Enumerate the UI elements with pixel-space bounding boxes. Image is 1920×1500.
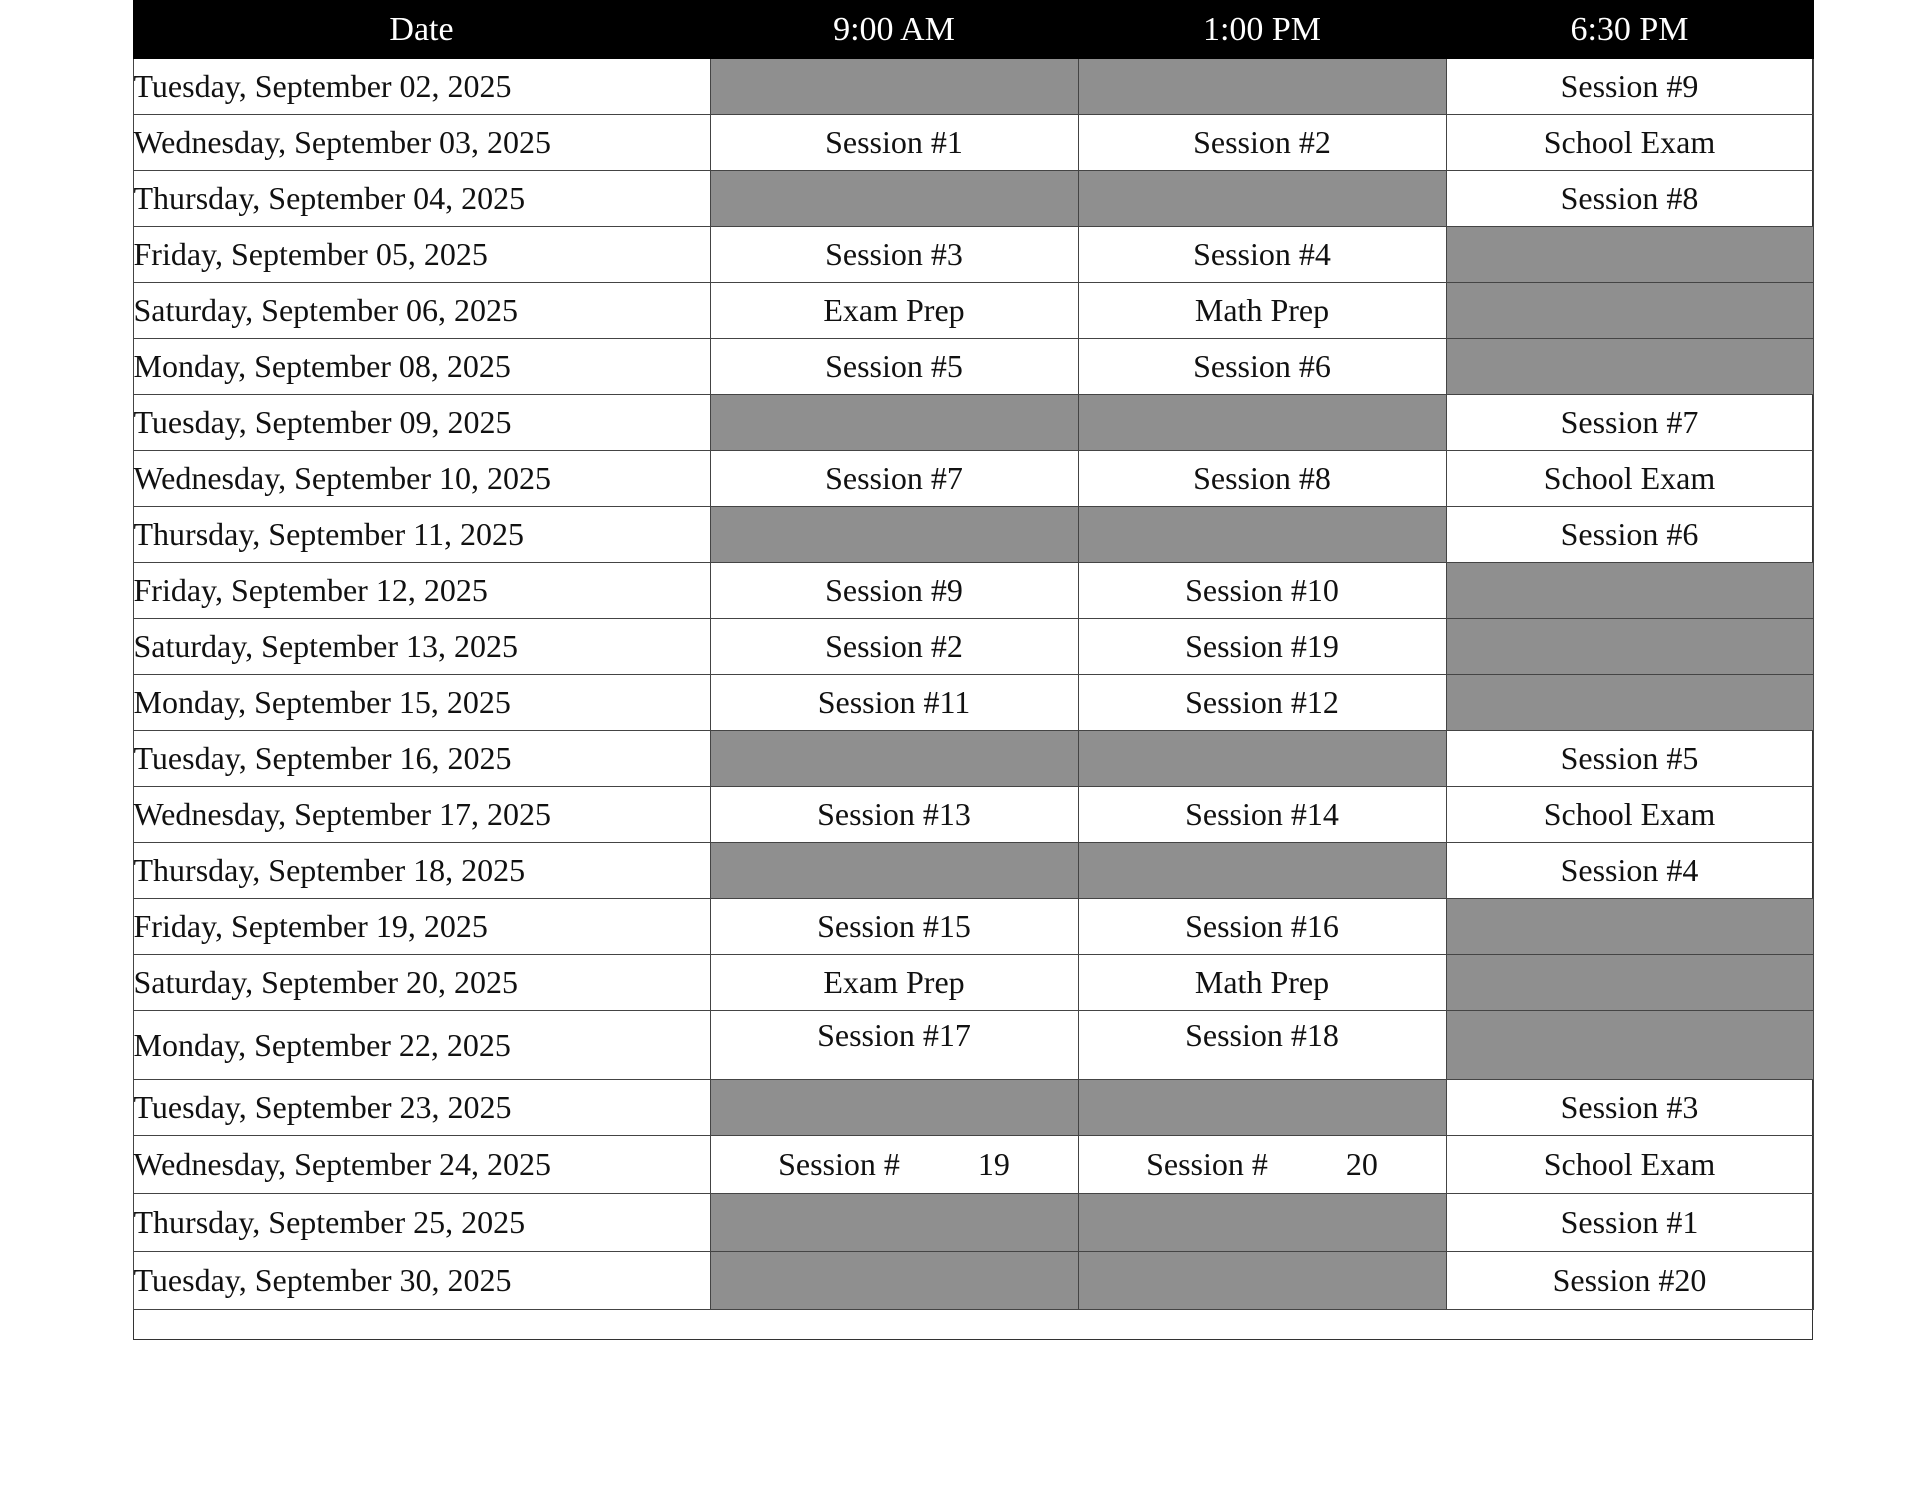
session-cell: School Exam [1446,451,1813,507]
empty-slot-cell [1446,899,1813,955]
empty-slot-cell [1446,339,1813,395]
session-cell: Session #3 [710,227,1078,283]
header-row [133,1,1813,59]
table-row [133,1252,1813,1310]
date-cell: Tuesday, September 23, 2025 [133,1080,710,1136]
session-cell: School Exam [1446,787,1813,843]
session-cell: Session #14 [1078,787,1446,843]
table-row [133,59,1813,115]
empty-slot-cell [710,1080,1078,1136]
date-cell: Monday, September 22, 2025 [133,1011,710,1080]
session-cell: Session #6 [1446,507,1813,563]
empty-slot-cell [1078,1194,1446,1252]
session-cell: Session #17 [710,1011,1078,1080]
date-cell: Monday, September 15, 2025 [133,675,710,731]
table-row [133,731,1813,787]
header-date: Date [133,1,710,59]
session-cell: Session #5 [710,339,1078,395]
date-cell: Friday, September 19, 2025 [133,899,710,955]
session-cell: Session #2 [1078,115,1446,171]
empty-slot-cell [1078,395,1446,451]
session-cell: Session #7 [710,451,1078,507]
table-row [133,227,1813,283]
table-row [133,1080,1813,1136]
table-row [133,451,1813,507]
date-cell: Saturday, September 20, 2025 [133,955,710,1011]
empty-slot-cell [710,1194,1078,1252]
empty-slot-cell [1078,171,1446,227]
session-cell: Session #3 [1446,1080,1813,1136]
empty-slot-cell [710,1252,1078,1310]
date-cell: Friday, September 12, 2025 [133,563,710,619]
empty-slot-cell [1446,619,1813,675]
date-cell: Wednesday, September 17, 2025 [133,787,710,843]
session-cell: Session #8 [1078,451,1446,507]
table-row [133,171,1813,227]
table-row [133,507,1813,563]
header-1pm: 1:00 PM [1078,1,1446,59]
session-label: Session # [1146,1146,1268,1182]
session-cell: Session #7 [1446,395,1813,451]
table-row [133,899,1813,955]
table-row [133,619,1813,675]
date-cell: Wednesday, September 03, 2025 [133,115,710,171]
empty-slot-cell [1446,955,1813,1011]
empty-slot-cell [710,507,1078,563]
empty-slot-cell [1078,59,1446,115]
empty-slot-cell [710,59,1078,115]
session-cell: Session #19 [1078,619,1446,675]
session-cell: School Exam [1446,115,1813,171]
schedule-table [133,0,1814,1310]
empty-slot-cell [1446,227,1813,283]
session-label: Session # [778,1146,900,1182]
session-number: 20 [1345,1146,1378,1182]
table-row [133,115,1813,171]
schedule-body [133,59,1813,1310]
session-cell: Session #10 [1078,563,1446,619]
session-cell: Session #15 [710,899,1078,955]
header-9am: 9:00 AM [710,1,1078,59]
empty-slot-cell [710,171,1078,227]
table-row [133,563,1813,619]
session-cell: Exam Prep [710,955,1078,1011]
empty-slot-cell [1078,1080,1446,1136]
date-cell: Tuesday, September 09, 2025 [133,395,710,451]
session-cell: Session #1 [710,115,1078,171]
table-row [133,339,1813,395]
empty-slot-cell [1078,843,1446,899]
date-cell: Tuesday, September 02, 2025 [133,59,710,115]
empty-slot-cell [1446,1011,1813,1080]
table-row [133,843,1813,899]
session-cell: Session #13 [710,787,1078,843]
empty-slot-cell [1078,1252,1446,1310]
date-cell: Wednesday, September 24, 2025 [133,1136,710,1194]
session-cell: Math Prep [1078,955,1446,1011]
date-cell: Tuesday, September 16, 2025 [133,731,710,787]
date-cell: Monday, September 08, 2025 [133,339,710,395]
header-630pm: 6:30 PM [1446,1,1813,59]
table-row [133,1136,1813,1194]
empty-slot-cell [710,843,1078,899]
empty-slot-cell [710,395,1078,451]
session-cell: Session #16 [1078,899,1446,955]
empty-slot-cell [710,731,1078,787]
session-cell [1078,1136,1446,1194]
session-cell: Exam Prep [710,283,1078,339]
table-row [133,955,1813,1011]
date-cell: Thursday, September 04, 2025 [133,171,710,227]
session-cell: Session #2 [710,619,1078,675]
date-cell: Saturday, September 06, 2025 [133,283,710,339]
date-cell: Thursday, September 11, 2025 [133,507,710,563]
session-cell: Session #1 [1446,1194,1813,1252]
session-cell: Session #9 [1446,59,1813,115]
session-cell: Session #9 [710,563,1078,619]
table-row [133,1011,1813,1080]
session-cell: Session #20 [1446,1252,1813,1310]
table-row [133,283,1813,339]
date-cell: Wednesday, September 10, 2025 [133,451,710,507]
date-cell: Tuesday, September 30, 2025 [133,1252,710,1310]
session-cell: Session #5 [1446,731,1813,787]
session-cell: School Exam [1446,1136,1813,1194]
empty-slot-cell [1078,507,1446,563]
table-row [133,395,1813,451]
schedule-frame [133,0,1813,1340]
date-cell: Saturday, September 13, 2025 [133,619,710,675]
table-row [133,675,1813,731]
empty-slot-cell [1078,731,1446,787]
session-cell: Session #6 [1078,339,1446,395]
session-cell: Session #4 [1446,843,1813,899]
table-row [133,1194,1813,1252]
empty-slot-cell [1446,283,1813,339]
session-cell: Session #12 [1078,675,1446,731]
session-cell: Session #8 [1446,171,1813,227]
session-cell [710,1136,1078,1194]
date-cell: Thursday, September 18, 2025 [133,843,710,899]
session-cell: Session #18 [1078,1011,1446,1080]
empty-slot-cell [1446,675,1813,731]
session-number: 19 [977,1146,1010,1182]
session-cell: Math Prep [1078,283,1446,339]
empty-slot-cell [1446,563,1813,619]
date-cell: Friday, September 05, 2025 [133,227,710,283]
date-cell: Thursday, September 25, 2025 [133,1194,710,1252]
session-cell: Session #11 [710,675,1078,731]
table-row [133,787,1813,843]
session-cell: Session #4 [1078,227,1446,283]
